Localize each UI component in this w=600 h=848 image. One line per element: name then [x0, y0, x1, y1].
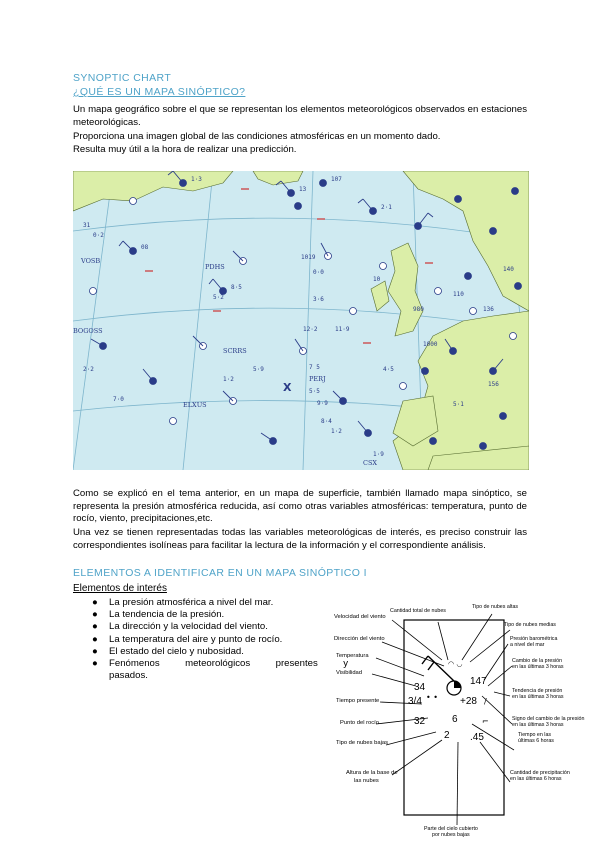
label-presion-2: a nivel del mar	[510, 642, 545, 648]
svg-text:9·9: 9·9	[317, 400, 328, 407]
list-item: ● Fenómenos meteorológicos presentes y	[92, 658, 348, 670]
svg-text:/: /	[484, 697, 487, 706]
label-nubes-bajas: Tipo de nubes bajas	[336, 740, 388, 746]
label-cambio: Cambio de la presión	[512, 658, 563, 664]
map-station-label: PERJ	[309, 375, 326, 383]
svg-text:156: 156	[488, 381, 499, 388]
list-item-continuation: pasados.	[109, 670, 148, 682]
bullet-icon: ●	[92, 658, 98, 670]
label-presion: Presión barométrica	[510, 636, 558, 642]
svg-text:8·4: 8·4	[321, 418, 332, 425]
svg-text:• •: • •	[426, 693, 438, 702]
svg-text:13: 13	[299, 186, 307, 193]
doc-title: SYNOPTIC CHART	[73, 72, 172, 84]
synoptic-map	[73, 171, 529, 470]
list-item: ● El estado del cielo y nubosidad.	[92, 645, 244, 657]
svg-text:08: 08	[141, 244, 149, 251]
svg-text:2·2: 2·2	[83, 366, 94, 373]
pressure-value: 147	[470, 676, 487, 687]
label-signo-2: en las últimas 3 horas	[512, 722, 564, 728]
svg-text:107: 107	[331, 176, 342, 183]
svg-text:4·5: 4·5	[383, 366, 394, 373]
visibility-value: 3/4	[408, 696, 422, 707]
svg-text:110: 110	[453, 291, 464, 298]
label-tendencia-2: en las últimas 3 horas	[512, 694, 564, 700]
label-tiempo-pasado-2: últimas 6 horas	[518, 738, 554, 744]
precip-value: .45	[470, 732, 484, 743]
label-parte-cubierto: Parte del cielo cubierto	[424, 826, 478, 832]
intro-paragraph-2: Proporciona una imagen global de las condiciones atmosféricas en un momento dado.	[73, 131, 441, 142]
svg-text:8·5: 8·5	[231, 284, 242, 291]
map-station-label: BOGOSS	[73, 327, 103, 335]
svg-text:140: 140	[503, 266, 514, 273]
svg-text:⌐: ⌐	[482, 717, 489, 726]
list-item: ● La tendencia de la presión.	[92, 609, 225, 621]
temperature-value: 34	[414, 682, 426, 693]
svg-text:1·2: 1·2	[223, 376, 234, 383]
label-tiempo-pasado: Tiempo en las	[518, 732, 552, 738]
label-altura-base: Altura de la base de	[346, 770, 398, 776]
label-precip-2: en las últimas 6 horas	[510, 776, 562, 782]
svg-text:3·6: 3·6	[313, 296, 324, 303]
svg-text:980: 980	[413, 306, 424, 313]
station-model-diagram	[332, 600, 600, 840]
svg-text:0·0: 0·0	[313, 269, 324, 276]
label-visibilidad: Visibilidad	[336, 670, 362, 676]
body-paragraph-1: Como se explicó en el tema anterior, en un mapa de superficie, también llamado mapa sinóptico, se representa la presión atmosférica reducida, así como otras variables atmosféricas: temperatura, punto de rocío, viento, precipitaciones,etc.	[73, 488, 527, 524]
svg-text:7·0: 7·0	[113, 396, 124, 403]
list-item: ● La dirección y la velocidad del viento.	[92, 621, 268, 633]
map-station-label: ELXUS	[183, 401, 207, 409]
question-heading: ¿QUÉ ES UN MAPA SINÓPTICO?	[73, 86, 246, 98]
svg-text:5·1: 5·1	[453, 401, 464, 408]
label-direccion: Dirección del viento	[334, 636, 385, 642]
map-marker: X	[283, 381, 292, 394]
label-punto-rocio: Punto del rocío	[340, 720, 379, 726]
svg-text:7 5: 7 5	[309, 364, 320, 371]
label-parte-cubierto-2: por nubes bajas	[432, 832, 470, 838]
label-altura-base-2: las nubes	[354, 778, 379, 784]
label-temperatura: Temperatura	[336, 653, 369, 659]
svg-text:5·5: 5·5	[309, 388, 320, 395]
label-tiempo-presente: Tiempo presente	[336, 698, 380, 704]
svg-text:1000: 1000	[423, 341, 438, 348]
svg-text:0·2: 0·2	[93, 232, 104, 239]
elements-list	[92, 597, 348, 682]
map-station-label: PDHS	[205, 263, 225, 271]
svg-text:1·2: 1·2	[331, 428, 342, 435]
svg-text:2·1: 2·1	[381, 204, 392, 211]
label-precip: Cantidad de precipitación	[510, 770, 570, 776]
tendency-value: +28	[460, 696, 477, 707]
bullet-icon: ●	[92, 633, 98, 645]
section-heading: ELEMENTOS A IDENTIFICAR EN UN MAPA SINÓPTICO I	[73, 567, 367, 579]
svg-text:12·2: 12·2	[303, 326, 318, 333]
label-signo: Signo del cambio de la presión	[512, 716, 585, 722]
svg-text:1·9: 1·9	[373, 451, 384, 458]
svg-text:136: 136	[483, 306, 494, 313]
dew-point-value: 32	[414, 716, 426, 727]
label-cantidad-total: Cantidad total de nubes	[390, 608, 446, 614]
svg-text:1·3: 1·3	[191, 176, 202, 183]
list-item: ● La presión atmosférica a nivel del mar.	[92, 597, 274, 608]
label-nubes-altas: Tipo de nubes altas	[472, 604, 519, 610]
cloud-cover-value: 6	[452, 714, 458, 725]
svg-text:1019: 1019	[301, 254, 316, 261]
label-tendencia: Tendencia de presión	[512, 688, 563, 694]
map-station-label: VOSB	[81, 257, 101, 265]
svg-text:◠ ◡: ◠ ◡	[448, 660, 463, 668]
svg-text:10: 10	[373, 276, 381, 283]
intro-paragraph-1: Un mapa geográfico sobre el que se representan los elementos meteorológicos observados en estaciones meteorológicas.	[73, 104, 527, 128]
intro-paragraph-3: Resulta muy útil a la hora de realizar una predicción.	[73, 144, 297, 155]
list-item: ● La temperatura del aire y punto de rocío.	[92, 633, 283, 645]
map-station-label: CSX	[363, 459, 378, 467]
bullet-icon: ●	[92, 609, 98, 621]
bullet-icon: ●	[92, 621, 98, 633]
label-cambio-2: en las últimas 3 horas	[512, 664, 564, 670]
label-nubes-medias: Tipo de nubes medias	[504, 622, 556, 628]
svg-text:11·9: 11·9	[335, 326, 350, 333]
label-velocidad: Velocidad del viento	[334, 614, 386, 620]
body-paragraph-2: Una vez se tienen representadas todas las variables meteorológicas de interés, es preciso construir las correspondientes isolíneas para facilitar la lectura de la información y el correspondiente análisis.	[73, 527, 527, 551]
map-station-label: SCRRS	[223, 347, 247, 355]
bullet-icon: ●	[92, 645, 98, 657]
svg-text:5·2: 5·2	[213, 294, 224, 301]
bullet-icon: ●	[92, 597, 98, 608]
cloud-base-value: 2	[444, 730, 450, 741]
svg-text:5·9: 5·9	[253, 366, 264, 373]
section-subheading: Elementos de interés	[73, 583, 167, 594]
svg-text:31: 31	[83, 222, 91, 229]
